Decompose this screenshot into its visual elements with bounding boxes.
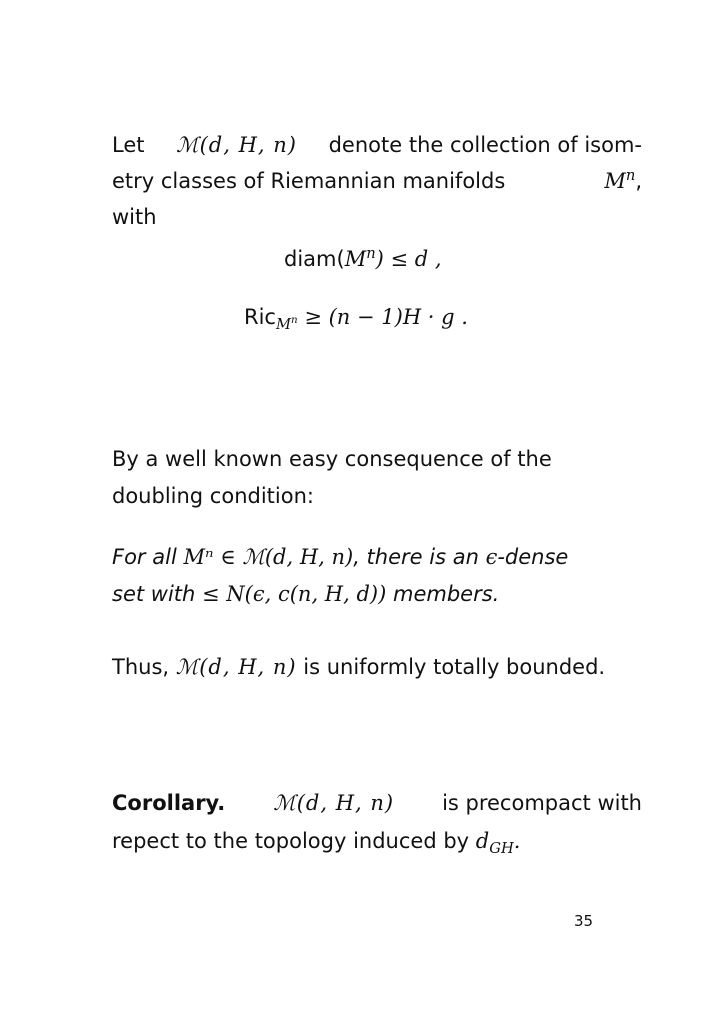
text: Ric	[244, 305, 276, 329]
math-superscript: n	[291, 314, 298, 327]
math-expression: ℳ(d, H, n)	[176, 133, 297, 157]
corollary-line1	[112, 784, 642, 822]
math-expression: ℳ(d, H, n)	[273, 791, 395, 815]
text: ,	[635, 169, 642, 193]
paragraph3-line1	[112, 538, 568, 576]
text: with	[112, 205, 157, 229]
math-expression: ≥ (n − 1)H · g .	[297, 305, 468, 329]
paragraph1-line2	[112, 162, 642, 200]
math-expression: M	[344, 247, 367, 271]
display-equation-diam	[284, 240, 442, 278]
math-expression: ) ≤ d ,	[375, 247, 442, 271]
text: , there is an	[353, 545, 479, 569]
paragraph2-line1	[112, 440, 642, 478]
paragraph4	[112, 648, 605, 686]
text: set with	[112, 582, 196, 606]
math-superscript: n	[625, 167, 636, 184]
text: is precompact with	[442, 791, 642, 815]
math-superscript: n	[366, 245, 376, 262]
text: For all	[112, 545, 177, 569]
text: By a well known easy consequence of the	[112, 447, 552, 471]
math-expression: .	[513, 829, 521, 853]
text: etry classes of Riemannian manifolds	[112, 169, 506, 193]
text: Thus,	[112, 655, 170, 679]
text: doubling condition:	[112, 484, 314, 508]
text: members.	[392, 582, 500, 606]
math-expression: M	[604, 169, 626, 193]
text: is uniformly totally bounded.	[303, 655, 606, 679]
paragraph1-line1	[112, 126, 642, 164]
text: repect to the topology induced by	[112, 829, 470, 853]
math-expression: ≤ N(ϵ, c(n, H, d))	[202, 582, 387, 606]
page-number: 35	[574, 912, 594, 930]
math-expression: ϵ	[485, 545, 498, 569]
math-expression: d	[475, 829, 490, 853]
math-expression: ℳ(d, H, n)	[175, 655, 297, 679]
text: denote the collection of isom-	[328, 133, 642, 157]
text: diam(	[284, 247, 345, 271]
paragraph2-line2	[112, 477, 314, 515]
text: -dense	[497, 545, 569, 569]
math-subscript: M	[275, 316, 292, 334]
paragraph3-line2	[112, 575, 499, 613]
corollary-line2	[112, 822, 520, 860]
math-expression: Mⁿ ∈ ℳ(d, H, n)	[183, 545, 354, 569]
text: Let	[112, 133, 145, 157]
display-equation-ric	[244, 298, 468, 336]
paragraph1-line3	[112, 198, 157, 236]
math-subscript: GH	[489, 840, 514, 858]
corollary-label: Corollary.	[112, 791, 226, 815]
